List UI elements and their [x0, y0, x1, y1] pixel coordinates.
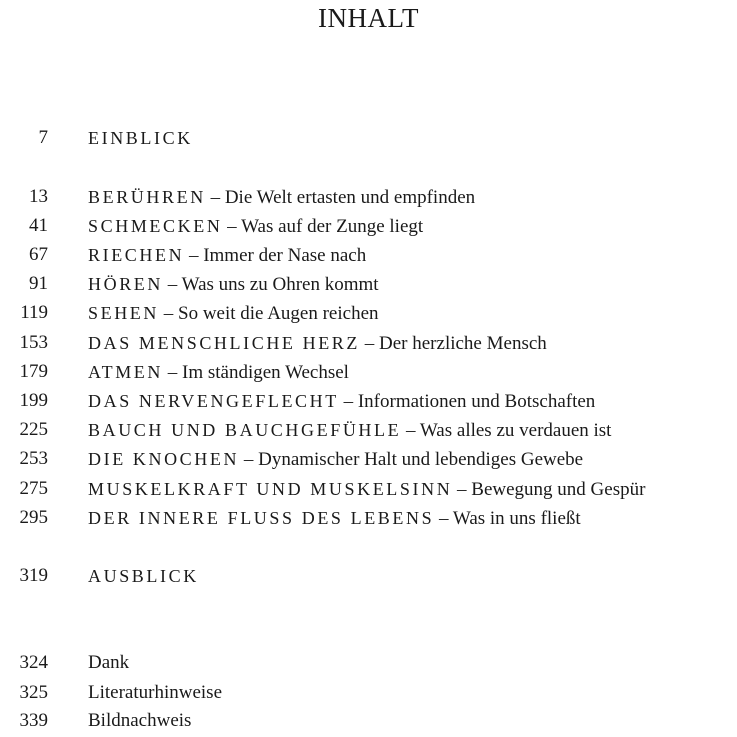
chapter-subtitle: Was alles zu verdauen ist — [419, 420, 612, 441]
separator-dash: – — [163, 303, 174, 324]
chapter-heading: DIE KNOCHEN — [88, 449, 240, 469]
chapter-subtitle: Im ständigen Wechsel — [182, 362, 349, 383]
page-number: 319 — [19, 565, 48, 586]
toc-entry-chapter[interactable] — [0, 506, 737, 530]
separator-dash: – — [227, 216, 237, 237]
appendix-label: Dank — [88, 652, 130, 673]
chapter-heading: BAUCH UND BAUCHGEFÜHLE — [88, 420, 402, 440]
page-number: 41 — [29, 215, 48, 236]
page-number: 91 — [29, 273, 48, 294]
page-number: 179 — [19, 361, 48, 382]
page-number: 119 — [20, 302, 48, 323]
toc-entry-ausblick[interactable] — [0, 564, 737, 588]
section-heading: AUSBLICK — [88, 566, 199, 586]
chapter-heading: SCHMECKEN — [88, 216, 223, 236]
chapter-heading: DAS NERVENGEFLECHT — [88, 391, 339, 411]
separator-dash: – — [405, 420, 416, 441]
separator-dash: – — [457, 479, 467, 500]
chapter-subtitle: Die Welt ertasten und empfinden — [224, 187, 476, 208]
page-number: 253 — [19, 448, 48, 469]
separator-dash: – — [188, 245, 199, 266]
page-number: 295 — [19, 507, 48, 528]
chapter-heading: DER INNERE FLUSS DES LEBENS — [88, 508, 435, 528]
chapter-subtitle: Immer der Nase nach — [203, 245, 367, 266]
page-number: 199 — [19, 390, 48, 411]
chapter-heading: BERÜHREN — [88, 187, 206, 207]
chapter-heading: RIECHEN — [88, 245, 185, 265]
separator-dash: – — [210, 187, 221, 208]
toc-entry-appendix[interactable] — [0, 651, 737, 675]
appendix-label: Literaturhinweise — [88, 682, 223, 703]
chapter-heading: HÖREN — [88, 274, 163, 294]
separator-dash: – — [364, 333, 375, 354]
page-number: 325 — [19, 682, 48, 703]
appendix-label: Bildnachweis — [88, 710, 192, 731]
page-number: 225 — [19, 419, 48, 440]
chapter-heading: MUSKELKRAFT UND MUSKELSINN — [88, 479, 453, 499]
page-number: 324 — [19, 652, 48, 673]
separator-dash: – — [343, 391, 354, 412]
page-number: 153 — [19, 332, 48, 353]
toc-entry-einblick[interactable] — [0, 126, 737, 150]
toc-entry-chapter[interactable] — [0, 447, 737, 471]
toc-entry-chapter[interactable] — [0, 272, 737, 296]
toc-entry-chapter[interactable] — [0, 185, 737, 209]
page-number: 275 — [19, 478, 48, 499]
toc-entry-chapter[interactable] — [0, 331, 737, 355]
toc-entry-chapter[interactable] — [0, 418, 737, 442]
toc-entry-appendix[interactable] — [0, 681, 737, 705]
toc-entry-chapter[interactable] — [0, 243, 737, 267]
page-number: 67 — [29, 244, 48, 265]
page-number: 339 — [19, 710, 48, 731]
chapter-subtitle: Dynamischer Halt und lebendiges Gewebe — [258, 449, 584, 470]
separator-dash: – — [243, 449, 254, 470]
toc-entry-chapter[interactable] — [0, 301, 737, 325]
toc-entry-chapter[interactable] — [0, 389, 737, 413]
page-number: 13 — [29, 186, 48, 207]
chapter-heading: DAS MENSCHLICHE HERZ — [88, 333, 361, 353]
toc-entry-chapter[interactable] — [0, 360, 737, 384]
toc-entry-appendix[interactable] — [0, 709, 737, 733]
chapter-subtitle: Was uns zu Ohren kommt — [181, 274, 379, 295]
section-heading: EINBLICK — [88, 128, 193, 148]
chapter-heading: ATMEN — [88, 362, 163, 382]
chapter-subtitle: So weit die Augen reichen — [178, 303, 379, 324]
separator-dash: – — [167, 362, 178, 383]
toc-entry-chapter[interactable] — [0, 214, 737, 238]
toc-entry-chapter[interactable] — [0, 477, 737, 501]
page-title: INHALT — [318, 3, 419, 33]
chapter-subtitle: Was in uns fließt — [452, 508, 581, 529]
chapter-subtitle: Bewegung und Gespür — [471, 479, 646, 500]
chapter-subtitle: Was auf der Zunge liegt — [241, 216, 424, 237]
separator-dash: – — [438, 508, 449, 529]
chapter-heading: SEHEN — [88, 303, 159, 323]
separator-dash: – — [167, 274, 178, 295]
page-number: 7 — [38, 127, 48, 148]
chapter-subtitle: Der herzliche Mensch — [379, 333, 547, 354]
chapter-subtitle: Informationen und Botschaften — [357, 391, 596, 412]
